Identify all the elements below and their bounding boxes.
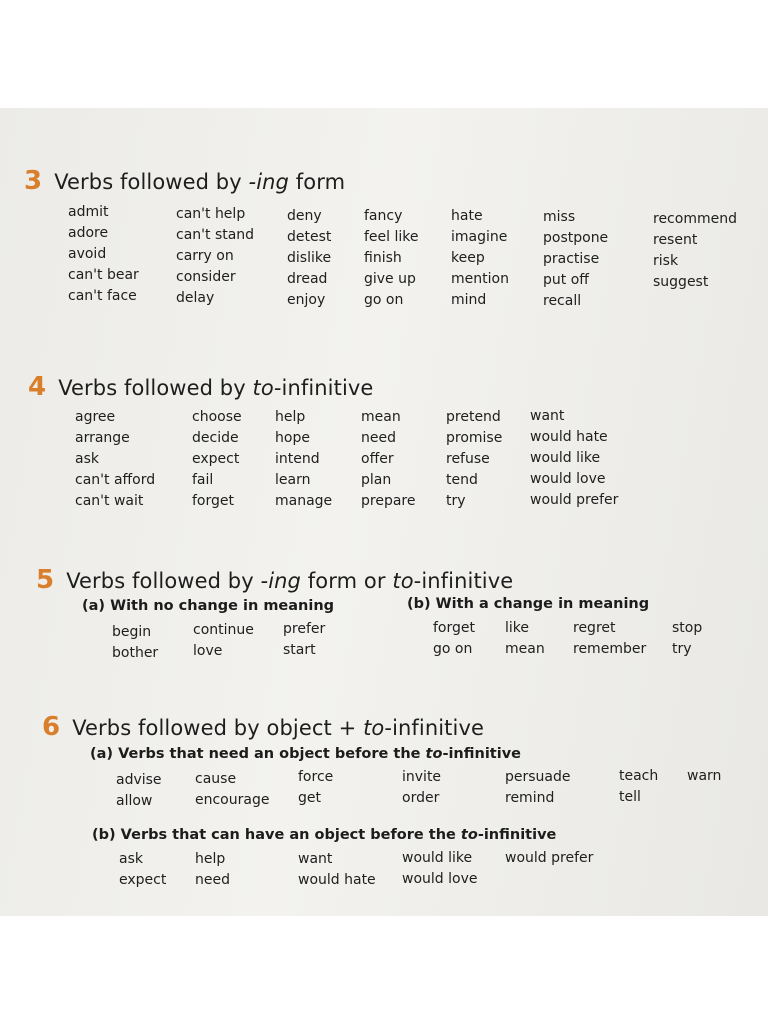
verb-item: cause xyxy=(195,771,237,787)
verb-item: can't afford xyxy=(75,472,156,488)
subtitle-emphasis: to xyxy=(425,746,443,762)
verb-item: love xyxy=(193,643,223,659)
section-4-title xyxy=(28,372,373,402)
section-6a-subtitle xyxy=(90,746,521,762)
verb-item: suggest xyxy=(653,274,709,290)
verb-column xyxy=(451,206,509,311)
verb-item: would prefer xyxy=(505,850,594,866)
verb-item: plan xyxy=(361,472,392,488)
verb-item: adore xyxy=(68,225,109,241)
verb-item: delay xyxy=(176,290,215,306)
verb-item: try xyxy=(672,641,692,657)
verb-item: keep xyxy=(451,250,485,266)
verb-item: would love xyxy=(530,471,606,487)
verb-column xyxy=(672,618,702,660)
verb-item: can't wait xyxy=(75,493,144,509)
verb-item: would hate xyxy=(298,872,376,888)
subtitle-emphasis: to xyxy=(460,827,478,843)
section-number: 3 xyxy=(24,166,43,196)
section-6b-subtitle xyxy=(92,827,556,843)
verb-item: would hate xyxy=(530,429,608,445)
verb-item: admit xyxy=(68,204,109,220)
verb-item: hope xyxy=(275,430,310,446)
title-text: Verbs followed by xyxy=(58,376,253,400)
verb-item: mean xyxy=(505,641,545,657)
verb-column xyxy=(116,770,162,812)
title-text: -infinitive xyxy=(384,716,484,740)
verb-column xyxy=(543,207,608,312)
verb-column xyxy=(119,849,166,891)
verb-item: promise xyxy=(446,430,503,446)
verb-column xyxy=(176,204,254,309)
section-5b-subtitle: (b) With a change in meaning xyxy=(407,596,650,612)
verb-item: forget xyxy=(433,620,475,636)
verb-item: invite xyxy=(402,769,442,785)
verb-item: would prefer xyxy=(530,492,619,508)
verb-item: can't stand xyxy=(176,227,255,243)
verb-item: tend xyxy=(446,472,478,488)
verb-column xyxy=(68,202,139,307)
verb-item: consider xyxy=(176,269,236,285)
verb-item: begin xyxy=(112,624,152,640)
title-emphasis: -ing xyxy=(260,569,301,593)
verb-item: go on xyxy=(364,292,404,308)
verb-item: pretend xyxy=(446,409,501,425)
verb-item: detest xyxy=(287,229,332,245)
title-text: Verbs followed by xyxy=(66,569,261,593)
verb-column xyxy=(195,769,269,811)
verb-item: resent xyxy=(653,232,698,248)
verb-item: deny xyxy=(287,208,322,224)
verb-item: expect xyxy=(119,872,167,888)
verb-item: prefer xyxy=(283,621,326,637)
verb-item: finish xyxy=(364,250,402,266)
section-number: 5 xyxy=(36,565,55,595)
verb-column xyxy=(195,849,230,891)
verb-column xyxy=(573,618,646,660)
verb-item: remind xyxy=(505,790,555,806)
verb-item: dread xyxy=(287,271,328,287)
verb-column xyxy=(530,406,618,511)
verb-item: can't bear xyxy=(68,267,139,283)
verb-item: mean xyxy=(361,409,401,425)
section-number: 6 xyxy=(42,712,61,742)
verb-item: tell xyxy=(619,789,641,805)
verb-item: dislike xyxy=(287,250,332,266)
verb-column xyxy=(283,619,325,661)
verb-item: need xyxy=(361,430,396,446)
verb-item: arrange xyxy=(75,430,130,446)
section-5a-subtitle: (a) With no change in meaning xyxy=(82,598,335,614)
section-5-title xyxy=(36,565,513,595)
verb-item: would like xyxy=(530,450,601,466)
verb-column xyxy=(364,206,419,311)
verb-item: bother xyxy=(112,645,159,661)
verb-column xyxy=(402,848,477,890)
verb-item: persuade xyxy=(505,769,571,785)
subtitle-text: (b) Verbs that can have an object before the xyxy=(92,827,461,843)
verb-item: ask xyxy=(119,851,143,867)
verb-item: give up xyxy=(364,271,416,287)
verb-item: stop xyxy=(672,620,703,636)
verb-item: agree xyxy=(75,409,116,425)
title-emphasis: to xyxy=(392,569,414,593)
verb-item: allow xyxy=(116,793,153,809)
verb-item: postpone xyxy=(543,230,609,246)
verb-column xyxy=(75,407,155,512)
verb-item: carry on xyxy=(176,248,234,264)
verb-item: order xyxy=(402,790,440,806)
verb-item: decide xyxy=(192,430,239,446)
verb-item: continue xyxy=(193,622,254,638)
verb-item: help xyxy=(195,851,226,867)
subtitle-text: -infinitive xyxy=(477,827,557,843)
verb-item: would love xyxy=(402,871,478,887)
verb-item: manage xyxy=(275,493,333,509)
verb-item: imagine xyxy=(451,229,508,245)
verb-item: mind xyxy=(451,292,487,308)
verb-item: offer xyxy=(361,451,394,467)
title-text: Verbs followed by xyxy=(54,170,249,194)
verb-item: ask xyxy=(75,451,99,467)
verb-item: hate xyxy=(451,208,483,224)
verb-item: feel like xyxy=(364,229,419,245)
verb-item: learn xyxy=(275,472,311,488)
verb-column xyxy=(298,767,333,809)
verb-column xyxy=(433,618,475,660)
title-text: form or xyxy=(300,569,393,593)
verb-column xyxy=(505,767,571,809)
verb-item: want xyxy=(298,851,333,867)
verb-column xyxy=(619,766,658,808)
subtitle-text: -infinitive xyxy=(442,746,521,762)
verb-item: teach xyxy=(619,768,659,784)
verb-item: start xyxy=(283,642,316,658)
verb-column xyxy=(192,407,242,512)
verb-item: force xyxy=(298,769,334,785)
section-number: 4 xyxy=(28,372,47,402)
section-6-title xyxy=(42,712,484,742)
verb-column xyxy=(505,618,545,660)
verb-item: risk xyxy=(653,253,679,269)
title-text: -infinitive xyxy=(413,569,514,593)
verb-column xyxy=(402,767,441,809)
verb-item: fancy xyxy=(364,208,403,224)
verb-item: expect xyxy=(192,451,240,467)
verb-column xyxy=(298,849,376,891)
verb-item: refuse xyxy=(446,451,490,467)
verb-item: help xyxy=(275,409,306,425)
verb-item: recommend xyxy=(653,211,737,227)
verb-item: encourage xyxy=(195,792,270,808)
subtitle-text: (a) Verbs that need an object before the xyxy=(90,746,426,762)
verb-item: enjoy xyxy=(287,292,326,308)
verb-item: fail xyxy=(192,472,214,488)
verb-column xyxy=(112,622,158,664)
verb-item: avoid xyxy=(68,246,107,262)
title-text: Verbs followed by object + xyxy=(72,716,364,740)
title-emphasis: -ing xyxy=(248,170,289,194)
verb-item: regret xyxy=(573,620,616,636)
verb-item: remember xyxy=(573,641,647,657)
verb-item: practise xyxy=(543,251,600,267)
verb-column xyxy=(653,209,737,293)
verb-item: like xyxy=(505,620,530,636)
title-text: -infinitive xyxy=(273,376,374,400)
verb-item: try xyxy=(446,493,466,509)
verb-column xyxy=(275,407,332,512)
verb-item: need xyxy=(195,872,230,888)
verb-item: would like xyxy=(402,850,473,866)
verb-column xyxy=(687,766,721,787)
verb-item: intend xyxy=(275,451,320,467)
verb-item: forget xyxy=(192,493,234,509)
verb-item: can't face xyxy=(68,288,137,304)
verb-item: warn xyxy=(687,768,722,784)
verb-item: mention xyxy=(451,271,509,287)
verb-item: prepare xyxy=(361,493,416,509)
verb-item: choose xyxy=(192,409,242,425)
verb-column xyxy=(193,620,254,662)
verb-column xyxy=(505,848,593,869)
verb-column xyxy=(287,206,331,311)
verb-item: advise xyxy=(116,772,162,788)
verb-item: recall xyxy=(543,293,582,309)
verb-item: go on xyxy=(433,641,473,657)
verb-column xyxy=(446,407,502,512)
section-3-title xyxy=(24,166,345,196)
verb-column xyxy=(361,407,415,512)
title-text: form xyxy=(288,170,346,194)
title-emphasis: to xyxy=(252,376,274,400)
verb-item: want xyxy=(530,408,565,424)
verb-item: get xyxy=(298,790,321,806)
verb-item: miss xyxy=(543,209,576,225)
title-emphasis: to xyxy=(363,716,385,740)
verb-item: put off xyxy=(543,272,589,288)
verb-item: can't help xyxy=(176,206,246,222)
